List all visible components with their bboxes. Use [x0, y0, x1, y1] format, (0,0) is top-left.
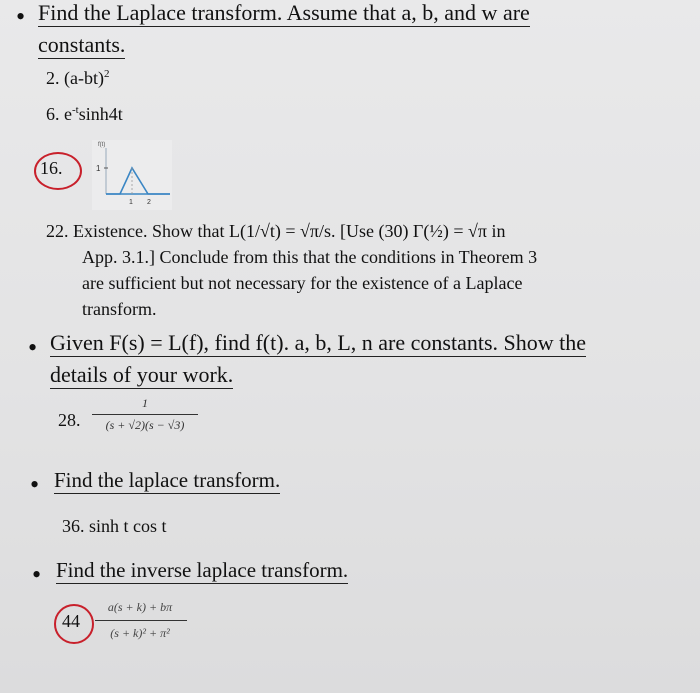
problem-22-line-3: are sufficient but not necessary for the existence of a Laplace	[82, 273, 523, 293]
fraction-numerator: 1	[142, 396, 148, 410]
problem-number: 2.	[46, 68, 60, 88]
graph-ylabel: f(t)	[98, 142, 106, 148]
problem-44-number: 44	[62, 611, 80, 631]
expr-rest: sinh4t	[78, 104, 123, 124]
graph-ytick-label: 1	[96, 164, 101, 173]
heading-line-2: constants.	[38, 32, 126, 57]
section-heading-find-laplace	[54, 468, 280, 493]
heading-line-1: Given F(s) = L(f), find f(t). a, b, L, n are constants. Show the	[50, 330, 587, 355]
section-heading-laplace	[38, 0, 530, 26]
exponent: 2	[103, 68, 110, 80]
problem-16-number: 16.	[40, 158, 63, 178]
bullet: •	[30, 470, 40, 499]
fraction-denominator: (s + √2)(s − √3)	[105, 418, 185, 432]
fraction-denominator: (s + k)² + π²	[110, 626, 170, 640]
heading-text: Find the laplace transform.	[54, 468, 281, 492]
section-heading-laplace-cont	[38, 32, 125, 58]
problem-16-graph	[92, 140, 172, 210]
problem-28-number: 28.	[58, 410, 81, 430]
graph-xtick-label: 2	[147, 199, 151, 206]
problem-22-line-1: 22. Existence. Show that L(1/√t) = √π/s. [Use (30) Γ(½) = √π in	[46, 221, 506, 241]
problem-number: 6.	[46, 104, 60, 124]
problem-6	[46, 104, 123, 125]
bullet: •	[28, 333, 38, 362]
heading-line-1: Find the Laplace transform. Assume that a, b, and w are	[38, 0, 530, 25]
graph-svg	[92, 140, 172, 210]
fraction-bar	[92, 414, 198, 415]
heading-line-2: details of your work.	[50, 362, 234, 387]
problem-expression: (a-bt)	[64, 68, 104, 88]
problem-22-line-2: App. 3.1.] Conclude from this that the conditions in Theorem 3	[82, 247, 538, 267]
problem-2	[46, 68, 109, 89]
section-heading-inverse-laplace	[56, 558, 348, 583]
bullet: •	[16, 2, 26, 31]
heading-text: Find the inverse laplace transform.	[56, 558, 349, 582]
problem-22-line-4: transform.	[82, 299, 157, 319]
fraction-bar	[95, 620, 187, 621]
section-heading-given	[50, 330, 586, 356]
graph-xtick-label: 1	[129, 199, 133, 206]
bullet: •	[32, 560, 42, 589]
expr-base: e	[64, 104, 72, 124]
problem-36: 36. sinh t cos t	[62, 516, 167, 536]
exponent: -t	[72, 104, 79, 116]
fraction-numerator: a(s + k) + bπ	[107, 600, 173, 614]
section-heading-given-cont	[50, 362, 233, 388]
